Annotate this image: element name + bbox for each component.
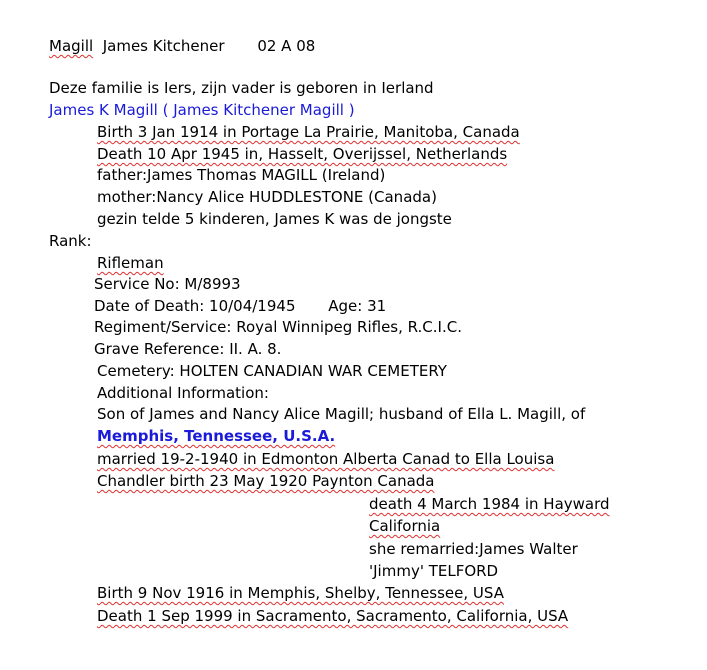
spouse-death-line1: death 4 March 1984 in Hayward — [369, 495, 610, 513]
footer-birth: Birth 9 Nov 1916 in Memphis, Shelby, Tennessee, USA — [97, 584, 504, 602]
spouse-remarried-line1: she remarried:James Walter — [369, 540, 578, 558]
intro-text: Deze familie is Iers, zijn vader is geboren in Ierland — [49, 79, 434, 97]
person-birth: Birth 3 Jan 1914 in Portage La Prairie, Manitoba, Canada — [97, 123, 520, 141]
person-death: Death 10 Apr 1945 in, Hasselt, Overijssel, Netherlands — [97, 145, 508, 163]
record-additional-label: Additional Information: — [97, 384, 269, 402]
record-additional-text: Son of James and Nancy Alice Magill; husband of Ella L. Magill, of — [97, 405, 586, 423]
record-place-link[interactable]: Memphis, Tennessee, U.S.A. — [97, 427, 336, 445]
person-father: father:James Thomas MAGILL (Ireland) — [97, 166, 386, 184]
person-mother: mother:Nancy Alice HUDDLESTONE (Canada) — [97, 188, 437, 206]
record-regiment: Regiment/Service: Royal Winnipeg Rifles, R.C.I.C. — [94, 318, 462, 336]
header-line — [49, 36, 315, 56]
spouse-married: married 19-2-1940 in Edmonton Alberta Canad to Ella Louisa — [97, 450, 555, 468]
record-death-line — [94, 296, 386, 316]
footer-death: Death 1 Sep 1999 in Sacramento, Sacramento, California, USA — [97, 607, 569, 625]
spouse-death-line2: California — [369, 517, 441, 535]
record-service-no: Service No: M/8993 — [94, 275, 241, 293]
header-surname: Magill — [49, 37, 94, 55]
record-age: Age: 31 — [328, 297, 387, 315]
person-name-line — [49, 100, 355, 120]
spouse-remarried-line2: 'Jimmy' TELFORD — [369, 562, 499, 580]
record-rank: Rifleman — [97, 254, 164, 272]
header-given: James Kitchener — [102, 37, 225, 55]
header-code: 02 A 08 — [257, 37, 316, 55]
record-cemetery: Cemetery: HOLTEN CANADIAN WAR CEMETERY — [97, 362, 447, 380]
person-short-name: James K Magill — [49, 101, 158, 119]
person-family: gezin telde 5 kinderen, James K was de jongste — [97, 210, 452, 228]
spouse-birth: Chandler birth 23 May 1920 Paynton Canada — [97, 472, 435, 490]
person-full-name: ( James Kitchener Magill ) — [162, 101, 355, 119]
rank-label: Rank: — [49, 232, 92, 250]
record-grave: Grave Reference: II. A. 8. — [94, 340, 282, 358]
record-date-of-death: Date of Death: 10/04/1945 — [94, 297, 296, 315]
